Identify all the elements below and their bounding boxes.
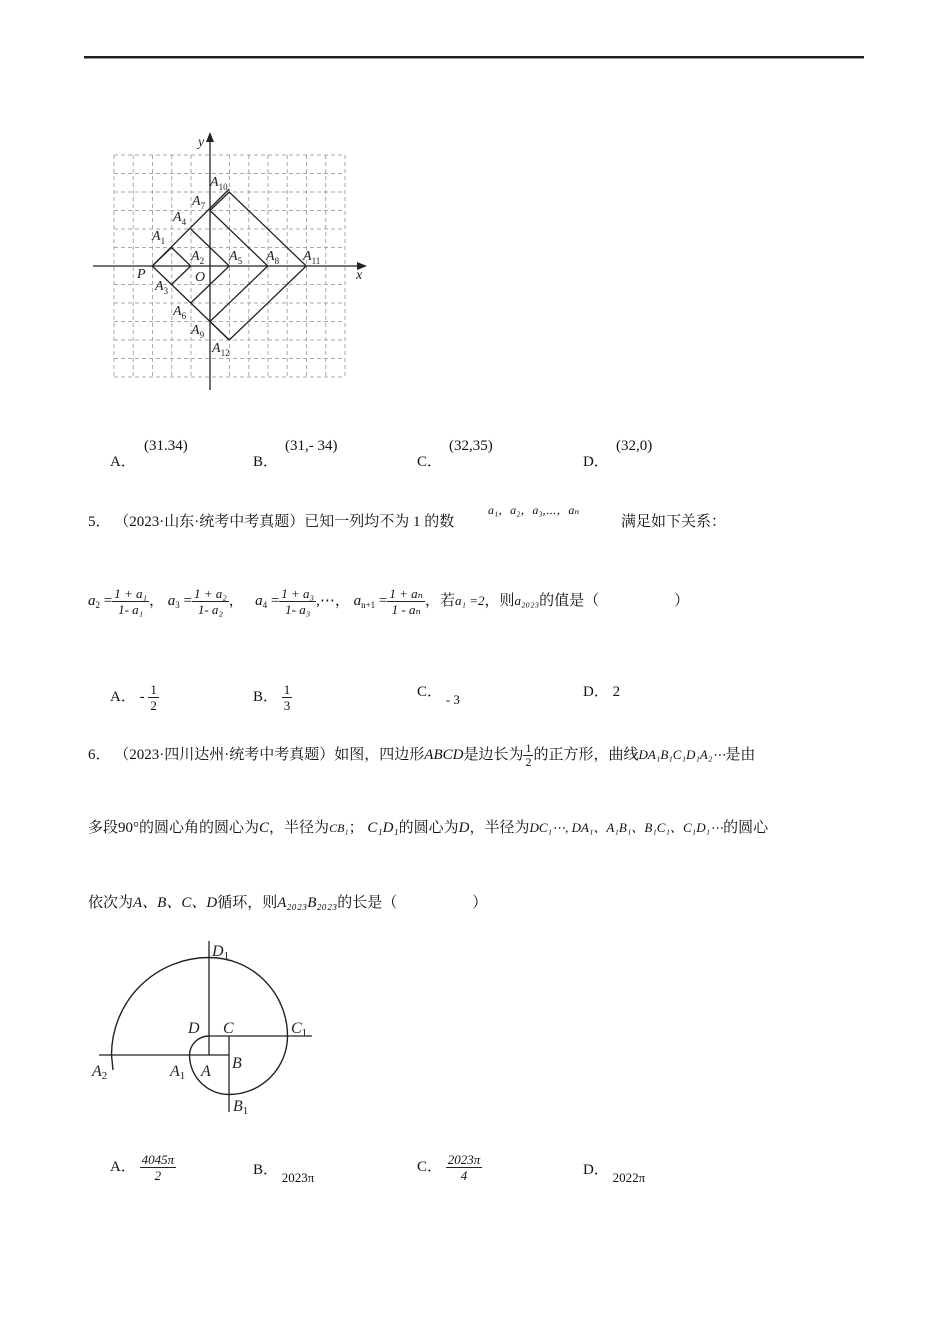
q5-source: （2023·山东·统考中考真题） <box>114 514 305 530</box>
svg-text:A12: $A_{12}$ <box>212 341 230 358</box>
svg-text:A1: A1 <box>170 1063 186 1082</box>
y-axis-label: y <box>198 135 205 150</box>
q5-number: 5． <box>88 514 111 530</box>
svg-text:C1: C1 <box>291 1020 308 1039</box>
q6-stem-line2: 多段90°的圆心角的圆心为C，半径为CB₁； C₁D₁的圆心为D，半径为DC₁⋯, DA₁、A₁B₁、B₁C₁、C₁D₁⋯的圆心 <box>88 820 769 836</box>
fraction: $\frac{\text{1 + a₃}}{\text{1- a₃}}$ <box>281 586 315 617</box>
svg-text:A: A <box>201 1063 211 1080</box>
q5-option-a[interactable]: A． - $\frac{1}{2}$ <box>110 682 157 713</box>
q6-stem-line3: 依次为A、B、C、D循环，则A₂₀₂₃B₂₀₂₃的长是（ ） <box>88 895 488 911</box>
q4-option-a-value: (31.34) <box>144 438 188 454</box>
svg-text:A2: $A_2$ <box>191 249 205 266</box>
q4-coordinate-figure <box>0 0 950 420</box>
svg-text:A2: A2 <box>92 1063 108 1082</box>
q6-option-a[interactable]: A． $\frac{4045\pi}{2}$ <box>110 1152 175 1183</box>
svg-text:A11: $A_{11}$ <box>303 249 321 266</box>
figure-labels <box>136 135 363 358</box>
q4-option-d-value: (32,0) <box>616 438 653 454</box>
q4-option-a[interactable]: A． <box>110 454 136 470</box>
q4-option-c-value: (32,35) <box>449 438 493 454</box>
q4-option-b-value: (31,- 34) <box>285 438 338 454</box>
q5-option-d[interactable]: D． 2 <box>583 684 621 700</box>
svg-text:D: D <box>188 1020 200 1037</box>
svg-text:A10: $A_{10}$ <box>210 175 228 192</box>
q5-option-c[interactable]: C． - 3 <box>417 684 460 707</box>
q5-option-b[interactable]: B． $\frac{1}{3}$ <box>253 682 291 713</box>
fraction: $\frac{\text{1 + aₙ}}{\text{1 - aₙ}}$ <box>389 586 423 617</box>
svg-text:B1: B1 <box>233 1098 249 1117</box>
q6-stem-line1: 6． （2023·四川达州·统考中考真题）如图，四边形ABCD是边长为 $\frac{1}{2}$ 的正方形，曲线DA₁B₁C₁D₁A₂⋯是由 <box>88 741 756 769</box>
svg-text:A7: $A_7$ <box>192 194 206 211</box>
svg-text:C: C <box>223 1020 234 1037</box>
q5-relations: $a_2$ = $\frac{\text{1 + a₁}}{\text{1- a₁}}$ ， $a_3$ = $\frac{\text{1 + a₂}}{\text{1- a₂}}$ ， $a_4$ = $\frac{\text{1 + a₃}}{\text{1- a₃}}$ ,⋯， $a_{n+1}$ = $\frac{\text{1 + aₙ}}{\text{1 - aₙ}}$ ，若a₁ =2，则a₂₀₂₃的值是（ ） <box>88 586 690 617</box>
fraction: $\frac{\text{1 + a₂}}{\text{1- a₂}}$ <box>194 586 227 617</box>
svg-text:A1: $A_1$ <box>152 229 166 246</box>
svg-text:A5: $A_5$ <box>229 249 243 266</box>
q5-stem-b: 满足如下关系： <box>621 514 727 530</box>
q4-option-d[interactable]: D． <box>583 454 609 470</box>
svg-text:B: B <box>232 1055 242 1072</box>
y-axis-arrow-icon <box>206 132 214 142</box>
svg-text:A8: $A_8$ <box>266 249 280 266</box>
x-axis-label: x <box>356 268 363 283</box>
q4-option-c[interactable]: C． <box>417 454 443 470</box>
fraction: $\frac{\text{1 + a₁}}{\text{1- a₁}}$ <box>114 586 148 617</box>
label-P: P <box>137 267 146 282</box>
svg-text:A3: $A_3$ <box>155 279 169 296</box>
q6-option-c[interactable]: C． $\frac{2023\pi}{4}$ <box>417 1152 481 1183</box>
q5-stem-line1: 5． （2023·山东·统考中考真题）已知一列均不为 1 的数 <box>88 514 455 530</box>
q6-option-b[interactable]: B． 2023π <box>253 1162 315 1185</box>
svg-text:A6: $A_6$ <box>173 304 187 321</box>
svg-text:A4: $A_4$ <box>173 210 187 227</box>
q6-spiral-figure <box>0 930 400 1130</box>
svg-text:A9: $A_9$ <box>191 323 205 340</box>
q5-sequence: a₁，a₂，a₃,⋯，aₙ <box>488 503 580 517</box>
label-O: O <box>195 270 206 285</box>
q6-option-d[interactable]: D． 2022π <box>583 1162 646 1185</box>
spiral-labels <box>91 943 307 1117</box>
svg-text:D1: D1 <box>212 943 230 962</box>
q4-option-b[interactable]: B． <box>253 454 279 470</box>
